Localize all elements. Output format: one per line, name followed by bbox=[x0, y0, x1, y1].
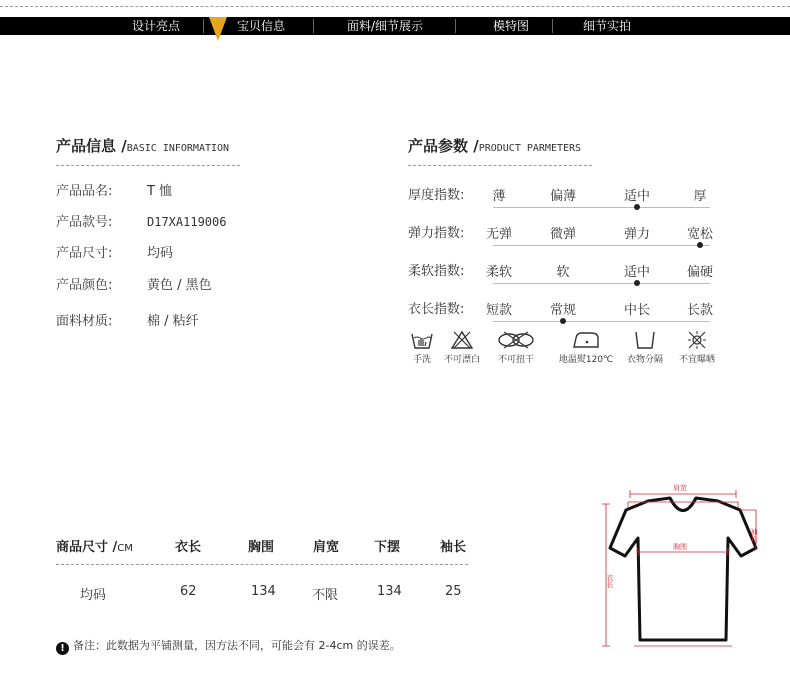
param-selected-dot bbox=[697, 242, 703, 248]
info-label: 产品尺寸: bbox=[56, 246, 113, 261]
param-option: 偏薄 bbox=[549, 189, 576, 204]
sleeve-label: 袖长 bbox=[750, 528, 758, 542]
param-option: 长款 bbox=[686, 303, 713, 318]
product-info-rule bbox=[56, 165, 240, 166]
info-label: 产品品名: bbox=[56, 184, 113, 199]
product-params-title: 产品参数 / bbox=[408, 137, 479, 155]
info-value: T 恤 bbox=[147, 184, 173, 199]
size-header-length: 衣长 bbox=[175, 540, 202, 555]
product-info-title: 产品信息 / bbox=[56, 137, 127, 155]
info-label: 面料材质: bbox=[56, 314, 113, 329]
hand-wash-icon bbox=[410, 330, 434, 350]
care-label: 不可漂白 bbox=[443, 355, 480, 365]
param-label: 柔软指数: bbox=[408, 264, 465, 279]
size-header-shoulder: 肩宽 bbox=[313, 540, 340, 555]
param-track bbox=[493, 207, 710, 208]
tshirt-measure-diagram bbox=[598, 478, 768, 660]
product-info-heading bbox=[56, 135, 229, 156]
info-label: 产品款号: bbox=[56, 215, 113, 230]
size-value-length: 62 bbox=[180, 584, 197, 599]
care-no-bleach bbox=[432, 330, 492, 365]
size-value-shoulder: 不限 bbox=[312, 588, 339, 603]
info-row-material bbox=[56, 310, 199, 329]
size-header-sleeve: 袖长 bbox=[440, 540, 467, 555]
param-track bbox=[493, 321, 710, 322]
nav-separator bbox=[455, 19, 456, 33]
nav-tab-detail[interactable]: 细节实拍 bbox=[582, 19, 631, 33]
size-header-chest: 胸围 bbox=[248, 540, 275, 555]
no-bleach-icon bbox=[450, 330, 474, 350]
param-selected-dot bbox=[634, 204, 640, 210]
product-params-subtitle: PRODUCT PARMETERS bbox=[478, 143, 582, 154]
param-option: 柔软 bbox=[485, 265, 512, 280]
care-label: 不宜曝晒 bbox=[678, 355, 715, 365]
info-value: 均码 bbox=[147, 246, 174, 261]
care-iron bbox=[556, 330, 616, 365]
measurement-note bbox=[56, 637, 401, 655]
exclamation-icon: ! bbox=[56, 642, 69, 655]
size-value-hem: 134 bbox=[377, 584, 402, 599]
param-track bbox=[493, 283, 710, 284]
param-option: 常规 bbox=[549, 303, 576, 318]
param-option: 厚 bbox=[693, 189, 707, 204]
care-label: 地温熨120℃ bbox=[558, 355, 614, 365]
size-table-rule bbox=[56, 564, 468, 565]
param-selected-dot bbox=[634, 280, 640, 286]
active-tab-arrow-icon bbox=[209, 17, 227, 41]
param-option: 中长 bbox=[623, 303, 650, 318]
care-label: 衣物分隔 bbox=[626, 355, 663, 365]
nav-separator bbox=[203, 19, 204, 33]
param-option: 宽松 bbox=[686, 227, 713, 242]
param-track bbox=[493, 245, 710, 246]
product-params-heading bbox=[408, 135, 581, 156]
product-params-rule bbox=[408, 165, 592, 166]
param-option: 短款 bbox=[485, 303, 512, 318]
info-value: D17XA119006 bbox=[147, 215, 227, 229]
nav-tab-fabric[interactable]: 面料/细节展示 bbox=[346, 19, 424, 33]
param-option: 适中 bbox=[623, 189, 650, 204]
param-label: 衣长指数: bbox=[408, 302, 465, 317]
size-table-unit: CM bbox=[117, 543, 133, 554]
line-dry-icon bbox=[633, 330, 657, 350]
nav-separator bbox=[552, 19, 553, 33]
param-option: 薄 bbox=[492, 189, 506, 204]
nav-tab-design[interactable]: 设计亮点 bbox=[131, 19, 180, 33]
size-table-title bbox=[56, 536, 133, 555]
note-text: 备注：此数据为平铺测量，因方法不同，可能会有 2-4cm 的误差。 bbox=[73, 639, 401, 652]
info-value: 黄色 / 黑色 bbox=[147, 278, 212, 293]
info-row-size bbox=[56, 242, 173, 261]
care-no-wring bbox=[486, 330, 546, 365]
param-option: 偏硬 bbox=[686, 265, 713, 280]
nav-tab-product-info[interactable]: 宝贝信息 bbox=[236, 19, 285, 33]
size-row-label: 均码 bbox=[80, 588, 107, 603]
no-wring-icon bbox=[496, 330, 536, 350]
size-value-sleeve: 25 bbox=[445, 584, 462, 599]
info-row-color bbox=[56, 274, 212, 293]
nav-tab-model[interactable]: 模特图 bbox=[492, 19, 529, 33]
chest-label: 胸围 bbox=[673, 543, 687, 551]
param-label: 厚度指数: bbox=[408, 188, 465, 203]
param-option: 弹力 bbox=[623, 227, 650, 242]
nav-separator bbox=[313, 19, 314, 33]
shoulder-label: 肩宽 bbox=[673, 484, 687, 492]
param-selected-dot bbox=[560, 318, 566, 324]
product-info-subtitle: BASIC INFORMATION bbox=[126, 143, 230, 154]
info-label: 产品颜色: bbox=[56, 278, 113, 293]
care-line-dry bbox=[615, 330, 675, 365]
nav-bar bbox=[0, 17, 790, 35]
param-label: 弹力指数: bbox=[408, 226, 465, 241]
no-sun-dry-icon bbox=[685, 330, 709, 350]
length-label: 衣长 bbox=[606, 574, 614, 588]
info-row-style bbox=[56, 211, 226, 230]
care-label: 手洗 bbox=[412, 355, 431, 365]
size-value-chest: 134 bbox=[251, 584, 276, 599]
care-label: 不可扭干 bbox=[497, 355, 534, 365]
top-divider bbox=[0, 6, 790, 7]
size-table-title-text: 商品尺寸 / bbox=[56, 540, 118, 555]
param-option: 软 bbox=[556, 265, 570, 280]
param-option: 适中 bbox=[623, 265, 650, 280]
info-row-name bbox=[56, 180, 172, 199]
care-no-sun bbox=[667, 330, 727, 365]
param-option: 无弹 bbox=[485, 227, 512, 242]
size-header-hem: 下摆 bbox=[374, 540, 401, 555]
info-value: 棉 / 粘纤 bbox=[147, 314, 199, 329]
iron-low-icon bbox=[571, 330, 601, 350]
param-option: 微弹 bbox=[549, 227, 576, 242]
